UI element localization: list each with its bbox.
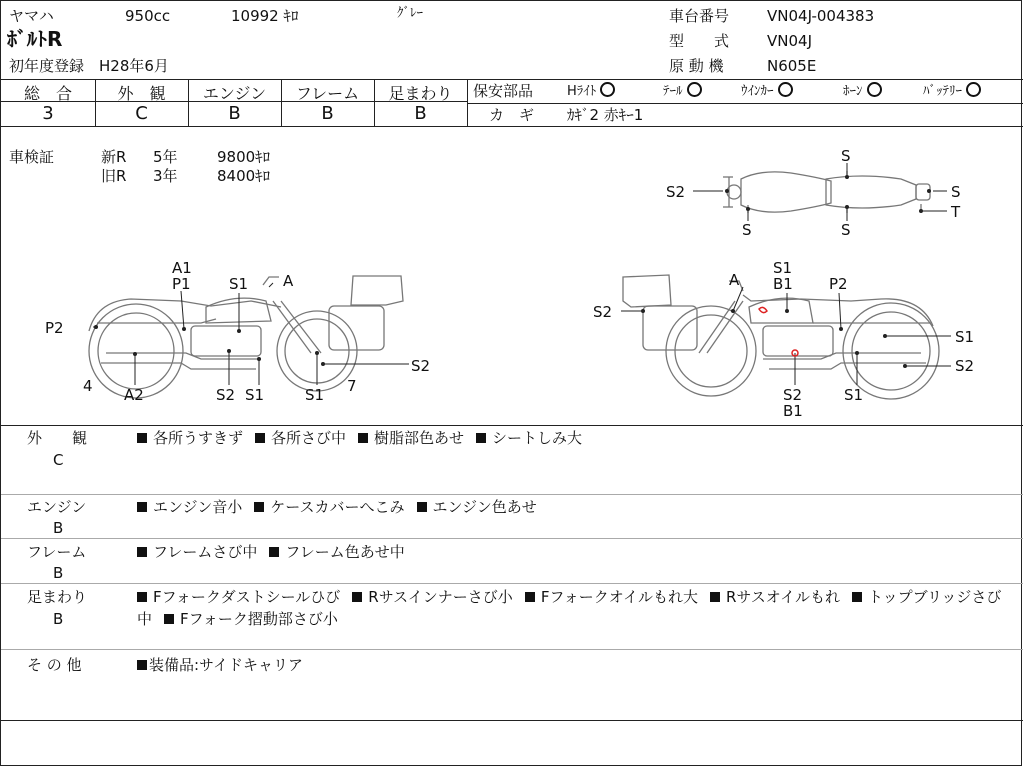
right-label: B1 xyxy=(773,275,793,293)
chassis-label: 車台番号 xyxy=(669,7,730,25)
safety-headlight: Hﾗｲﾄ xyxy=(567,82,615,101)
remark-category: フレーム xyxy=(27,543,87,561)
left-label: S2 xyxy=(216,386,236,404)
bullet-square-icon xyxy=(710,592,720,602)
bullet-square-icon xyxy=(417,502,427,512)
remark-item: シートしみ大 xyxy=(492,429,583,447)
top-label: S2 xyxy=(666,183,686,201)
inspection-type-new: 新R xyxy=(101,148,127,166)
displacement: 950cc xyxy=(125,7,171,25)
engine-model-value: N605E xyxy=(767,57,817,75)
left-label: A2 xyxy=(124,386,144,404)
color: ｸﾞﾚｰ xyxy=(397,6,423,21)
left-label: P1 xyxy=(172,275,191,293)
remark-item: Rサスインナーさび小 xyxy=(368,588,513,606)
remark-item: Fフォークオイルもれ大 xyxy=(540,588,698,606)
bullet-square-icon xyxy=(852,592,862,602)
first-registration-label: 初年度登録 xyxy=(9,57,85,75)
remark-category: 足まわり xyxy=(27,588,88,606)
safety-battery: ﾊﾞｯﾃﾘｰ xyxy=(923,82,981,101)
grade-header-frame: フレーム xyxy=(295,84,360,103)
inspection-type-old: 旧R xyxy=(101,167,127,185)
top-label: S xyxy=(841,147,851,165)
grade-exterior: C xyxy=(135,103,148,124)
bullet-square-icon xyxy=(254,502,264,512)
left-label: 4 xyxy=(83,377,93,395)
remark-item: 各所さび中 xyxy=(271,429,347,447)
inspection-label: 車検証 xyxy=(9,148,55,166)
bullet-square-icon xyxy=(358,433,368,443)
remark-item: Rサスオイルもれ xyxy=(725,588,841,606)
bullet-square-icon xyxy=(352,592,362,602)
inspection-years-old: 3年 xyxy=(153,167,178,185)
bullet-square-icon xyxy=(164,614,174,624)
inspection-price-old: 8400ｷﾛ xyxy=(217,167,271,185)
maker: ヤマハ xyxy=(9,7,54,25)
remark-item: ケースカバーへこみ xyxy=(270,498,405,516)
top-label: S xyxy=(951,183,961,201)
grade-header-overall: 総 合 xyxy=(23,84,72,103)
type-value: VN04J xyxy=(767,32,812,50)
bullet-square-icon xyxy=(476,433,486,443)
left-label: S1 xyxy=(245,386,265,404)
left-label: S2 xyxy=(411,357,431,375)
right-label: B1 xyxy=(783,402,803,420)
remark-item: フレーム色あせ中 xyxy=(285,543,405,561)
remark-item: フレームさび中 xyxy=(153,543,258,561)
remark-item: エンジン色あせ xyxy=(432,498,537,516)
right-label: S2 xyxy=(593,303,613,321)
key-label: カ ギ xyxy=(489,106,535,124)
remark-category: 外 観 xyxy=(27,429,88,447)
remark-item: Fフォークダストシールひび xyxy=(153,588,341,606)
right-label: S1 xyxy=(955,328,975,346)
remark-category: エンジン xyxy=(27,498,87,516)
left-label: 7 xyxy=(347,377,357,395)
remark-item: トップブリッジさび中 xyxy=(137,588,1002,628)
bullet-square-icon xyxy=(137,660,147,670)
right-label: S2 xyxy=(783,386,803,404)
right-side-motorcycle-icon xyxy=(623,275,939,399)
left-label: S1 xyxy=(229,275,249,293)
grade-suspension: B xyxy=(414,103,427,124)
top-view-motorcycle-icon xyxy=(723,171,930,213)
first-registration-value: H28年6月 xyxy=(99,57,169,75)
motorcycle-diagrams xyxy=(1,1,1023,421)
left-label: P2 xyxy=(45,319,64,337)
grade-frame: B xyxy=(321,103,334,124)
grade-overall: 3 xyxy=(42,103,54,124)
grade-header-engine: エンジン xyxy=(202,84,267,103)
grade-engine: B xyxy=(228,103,241,124)
top-label: S xyxy=(841,221,851,239)
remark-grade: B xyxy=(53,564,64,582)
mileage: 10992 ｷﾛ xyxy=(231,7,299,25)
remark-grade: C xyxy=(53,451,64,469)
right-label: S1 xyxy=(844,386,864,404)
right-label: S1 xyxy=(773,259,793,277)
chassis-value: VN04J-004383 xyxy=(767,7,875,25)
left-label: S1 xyxy=(305,386,325,404)
bullet-square-icon xyxy=(137,433,147,443)
engine-model-label: 原 動 機 xyxy=(669,57,724,75)
top-label: S xyxy=(742,221,752,239)
left-label: A1 xyxy=(172,259,192,277)
grade-header-suspension: 足まわり xyxy=(388,84,453,103)
inspection-years-new: 5年 xyxy=(153,148,178,166)
safety-tail: ﾃｰﾙ xyxy=(663,82,702,101)
bullet-square-icon xyxy=(525,592,535,602)
safety-horn: ﾎｰﾝ xyxy=(843,82,882,101)
bullet-square-icon xyxy=(255,433,265,443)
remark-item: Fフォーク摺動部さび小 xyxy=(180,610,338,628)
bullet-square-icon xyxy=(137,547,147,557)
grade-header-exterior: 外 観 xyxy=(117,84,166,103)
remark-category: そ の 他 xyxy=(27,656,82,674)
bullet-square-icon xyxy=(269,547,279,557)
inspection-price-new: 9800ｷﾛ xyxy=(217,148,271,166)
remark-grade: B xyxy=(53,519,64,537)
remark-grade: B xyxy=(53,610,64,628)
key-value: ｶｷﾞ2 赤ｷｰ1 xyxy=(567,106,644,124)
bullet-square-icon xyxy=(137,502,147,512)
safety-label: 保安部品 xyxy=(473,82,534,100)
safety-winker: ｳｲﾝｶｰ xyxy=(741,82,793,101)
right-label: S2 xyxy=(955,357,975,375)
top-label: T xyxy=(951,203,961,221)
right-label: P2 xyxy=(829,275,848,293)
remark-item: エンジン音小 xyxy=(153,498,243,516)
remark-item: 装備品:サイドキャリア xyxy=(149,656,304,674)
model-name: ﾎﾞﾙﾄR xyxy=(7,27,63,51)
bullet-square-icon xyxy=(137,592,147,602)
type-label: 型 式 xyxy=(669,32,730,50)
right-label: A xyxy=(729,271,740,289)
remark-item: 樹脂部色あせ xyxy=(374,429,465,447)
remark-item: 各所うすきず xyxy=(153,429,244,447)
left-label: A xyxy=(283,272,294,290)
